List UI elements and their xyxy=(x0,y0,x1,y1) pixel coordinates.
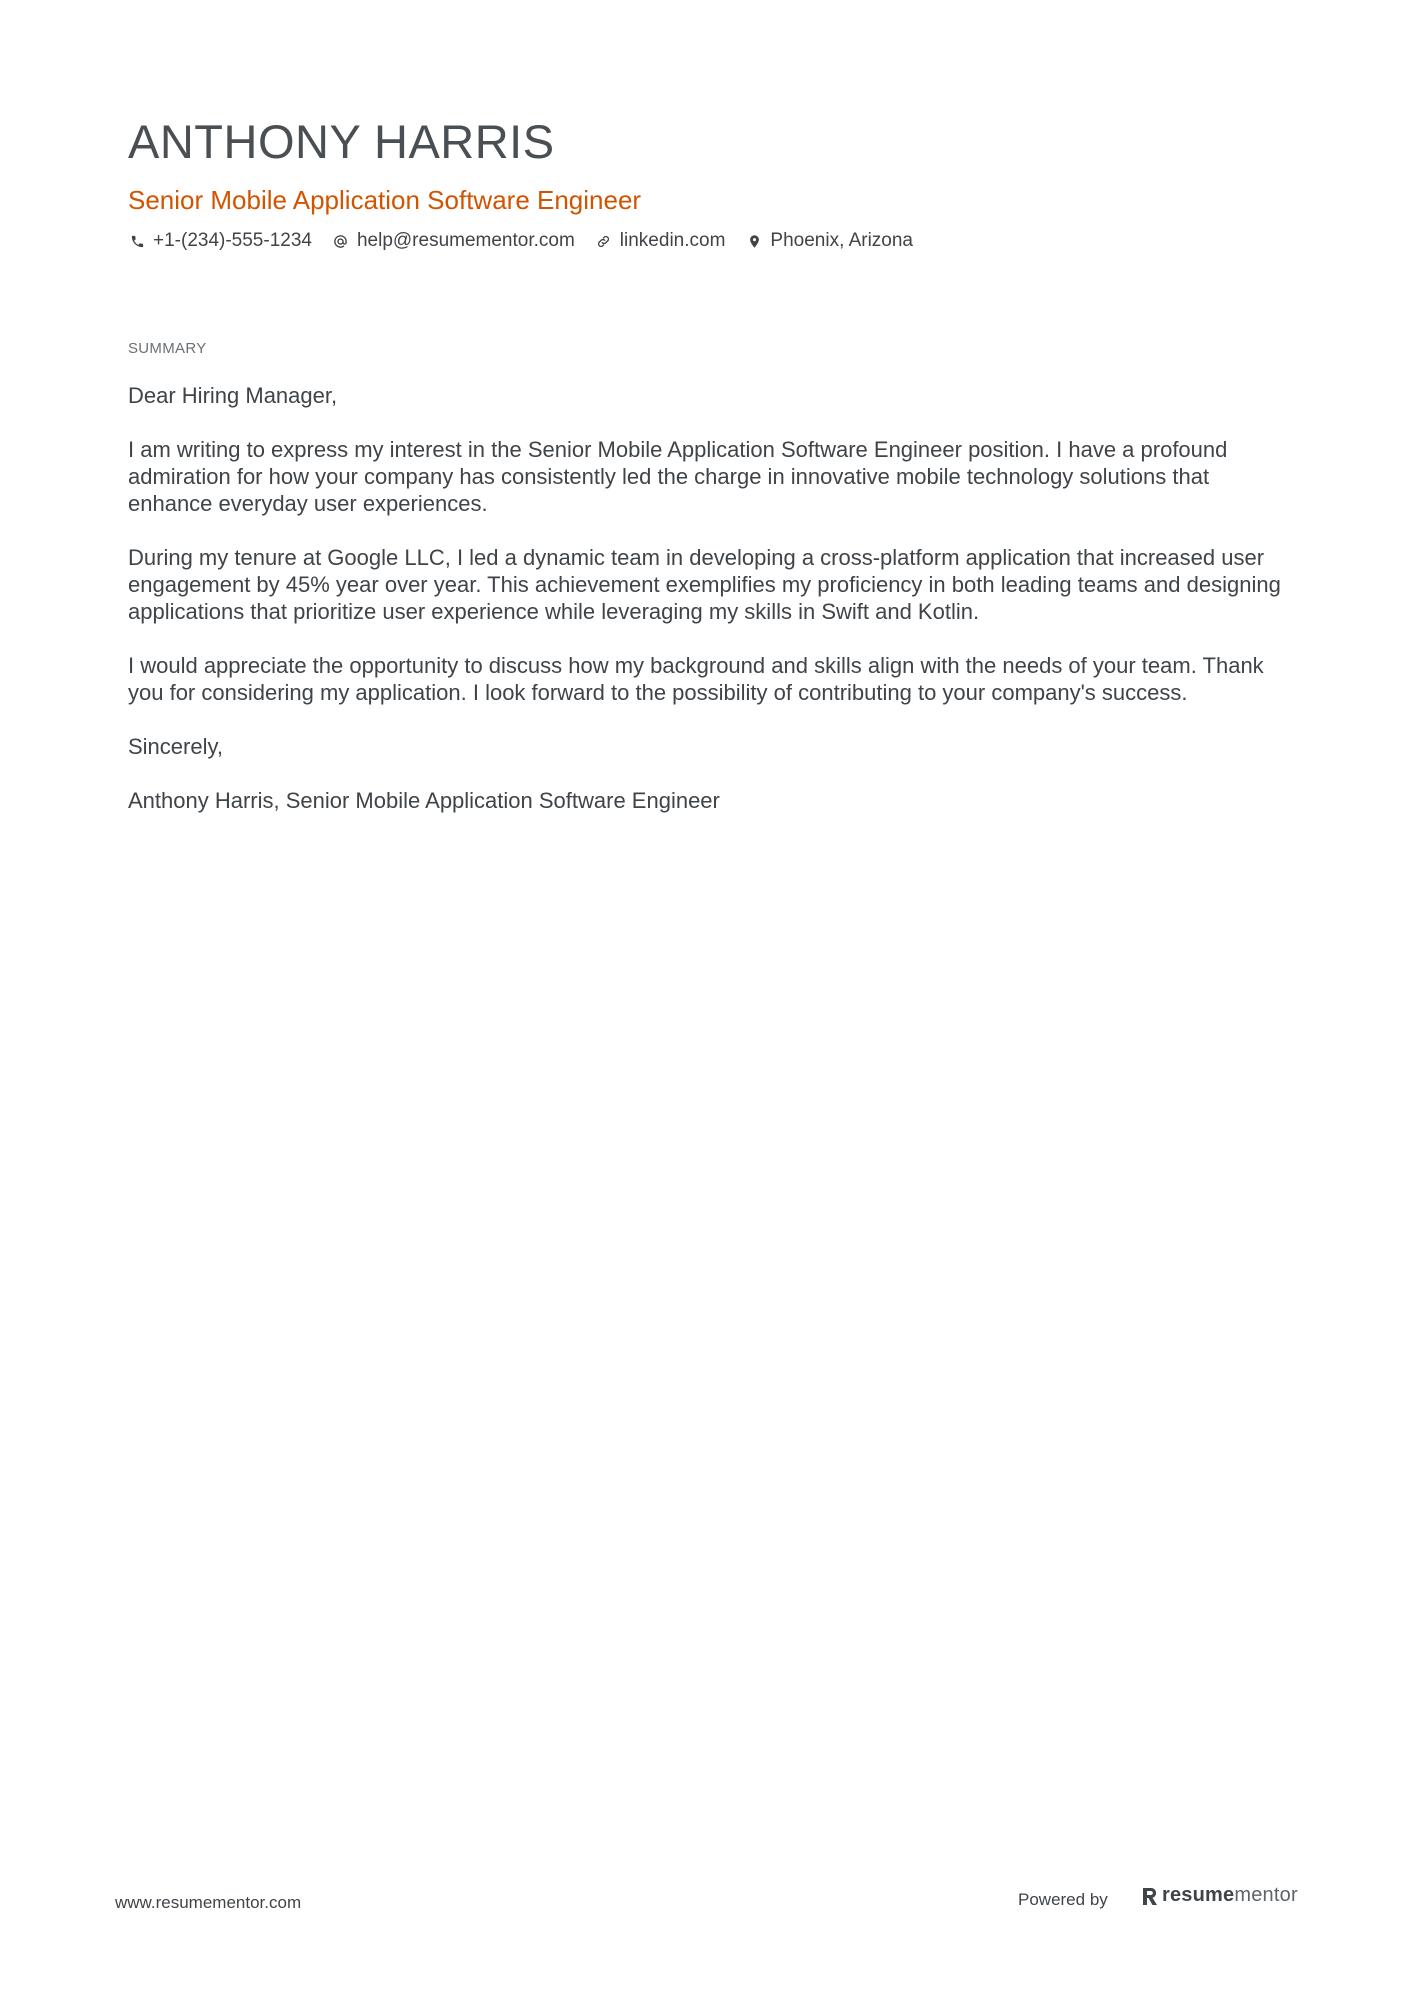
resumementor-logo-icon xyxy=(1142,1886,1158,1906)
location-pin-icon xyxy=(745,232,763,250)
brand-name-regular: mentor xyxy=(1234,1884,1298,1906)
link-icon xyxy=(595,232,613,250)
letter-body xyxy=(128,382,1298,841)
phone-icon xyxy=(128,232,146,250)
letter-closing: Sincerely, xyxy=(128,734,223,759)
contact-bar xyxy=(128,228,1288,254)
contact-linkedin[interactable] xyxy=(595,228,726,254)
letter-paragraph: During my tenure at Google LLC, I led a dynamic team in developing a cross-platform application that increased user engagement by 45% year over year. This achievement exemplifies my proficiency in both leading teams and designing applications that prioritize user experience while leveraging my skills in Swift and Kotlin. xyxy=(128,545,1281,624)
header xyxy=(128,112,1288,254)
job-title: Senior Mobile Application Software Engineer xyxy=(128,185,642,215)
brand-name-bold: resume xyxy=(1162,1884,1235,1906)
section-label-summary: SUMMARY xyxy=(128,340,207,357)
email-text: help@resumementor.com xyxy=(356,230,575,251)
linkedin-text: linkedin.com xyxy=(619,230,726,251)
contact-phone xyxy=(128,228,312,254)
footer-website-link[interactable]: www.resumementor.com xyxy=(115,1893,302,1912)
contact-location xyxy=(745,228,913,254)
powered-by-label: Powered by xyxy=(1018,1890,1108,1909)
phone-text: +1-(234)-555-1234 xyxy=(153,230,312,251)
letter-paragraph: I would appreciate the opportunity to discuss how my background and skills align with the needs of your team. Thank you for considering my application. I look forward to the possibility of contributing to your company's success. xyxy=(128,653,1264,705)
letter-paragraph: I am writing to express my interest in the Senior Mobile Application Software Engineer position. I have a profound admiration for how your company has consistently led the charge in innovative mobile technology solutions that enhance everyday user experiences. xyxy=(128,437,1228,516)
contact-email[interactable] xyxy=(332,228,575,254)
candidate-name: ANTHONY HARRIS xyxy=(128,115,555,168)
letter-greeting: Dear Hiring Manager, xyxy=(128,383,338,408)
resumementor-logo[interactable] xyxy=(1142,1884,1298,1907)
location-text: Phoenix, Arizona xyxy=(770,230,913,251)
letter-signature: Anthony Harris, Senior Mobile Application Software Engineer xyxy=(128,788,720,813)
at-icon xyxy=(332,232,350,250)
